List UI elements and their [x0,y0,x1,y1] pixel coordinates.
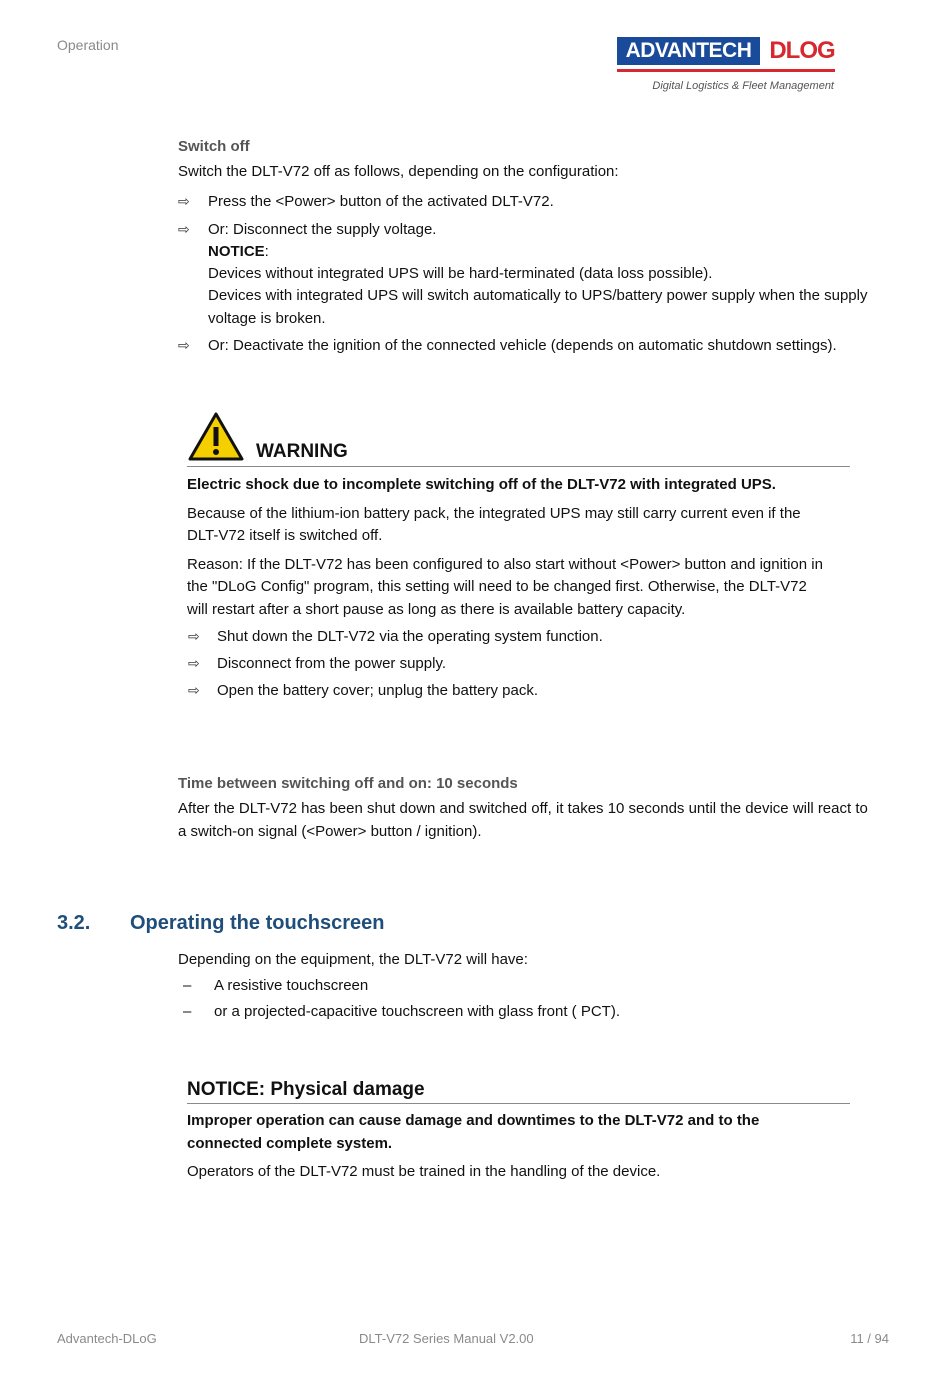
notice-box-body: Operators of the DLT-V72 must be trained in the handling of the device. [187,1163,661,1180]
section-number: 3.2. [57,912,91,934]
arrow-bullet-icon: ⇨ [178,337,190,353]
warning-para1-line1: Because of the lithium-ion battery pack, the integrated UPS may still carry current even if the [187,505,801,522]
warning-subtitle: Electric shock due to incomplete switching off of the DLT-V72 with integrated UPS. [187,476,776,493]
notice-label-line [208,241,269,263]
arrow-bullet-icon: ⇨ [188,655,200,671]
switch-off-heading: Switch off [178,138,250,155]
notice-colon: : [264,243,269,260]
notice-box-subtitle-line1: Improper operation can cause damage and downtimes to the DLT-V72 and to the [187,1112,760,1129]
dash-bullet-icon: – [183,977,192,994]
switch-off-item-2: Or: Disconnect the supply voltage. [208,221,437,238]
section-intro: Depending on the equipment, the DLT-V72 will have: [178,951,528,968]
switch-off-item-1: Press the <Power> button of the activated DLT-V72. [208,193,554,210]
warning-triangle-icon [188,412,244,461]
footer-company: Advantech-DLoG [57,1331,157,1346]
logo-tagline: Digital Logistics & Fleet Management [652,80,834,92]
arrow-bullet-icon: ⇨ [188,628,200,644]
notice-line-1: Devices without integrated UPS will be hard-terminated (data loss possible). [208,265,713,282]
warning-step-1: Shut down the DLT-V72 via the operating system function. [217,628,603,645]
footer-page-number: 11 / 94 [850,1331,889,1346]
logo-advantech: ADVANTECH [617,37,760,65]
warning-para2-line1: Reason: If the DLT-V72 has been configured to also start without <Power> button and ignition in [187,556,823,573]
warning-step-3: Open the battery cover; unplug the battery pack. [217,682,539,699]
touchscreen-option-2: or a projected-capacitive touchscreen with glass front ( PCT). [214,1003,621,1020]
time-between-heading: Time between switching off and on: 10 seconds [178,775,518,792]
notice-box-title: NOTICE: Physical damage [187,1079,425,1100]
logo-dlog: DLOG [769,37,835,64]
warning-divider [187,466,850,467]
section-title: Operating the touchscreen [130,912,385,934]
switch-off-intro: Switch the DLT-V72 off as follows, depending on the configuration: [178,163,619,180]
arrow-bullet-icon: ⇨ [178,193,190,209]
notice-line-2: Devices with integrated UPS will switch automatically to UPS/battery power supply when the supply [208,287,868,304]
notice-box-subtitle-line2: connected complete system. [187,1135,393,1152]
warning-step-2: Disconnect from the power supply. [217,655,446,672]
dash-bullet-icon: – [183,1003,192,1020]
warning-para1-line2: DLT-V72 itself is switched off. [187,527,383,544]
footer-manual-title: DLT-V72 Series Manual V2.00 [359,1331,534,1346]
warning-para2-line3: will restart after a short pause as long as there is available battery capacity. [187,601,686,618]
notice-box-divider [187,1103,850,1104]
warning-title: WARNING [256,441,348,462]
touchscreen-option-1: A resistive touchscreen [214,977,369,994]
logo-underline [617,69,835,72]
arrow-bullet-icon: ⇨ [178,221,190,237]
time-between-line2: a switch-on signal (<Power> button / ignition). [178,823,482,840]
running-header-section: Operation [57,37,119,53]
warning-para2-line2: the "DLoG Config" program, this setting will need to be changed first. Otherwise, the DLT-V72 [187,578,807,595]
notice-label: NOTICE [208,243,265,260]
switch-off-item-3: Or: Deactivate the ignition of the connected vehicle (depends on automatic shutdown settings). [208,337,837,354]
arrow-bullet-icon: ⇨ [188,682,200,698]
advantech-dlog-logo [617,37,835,73]
time-between-line1: After the DLT-V72 has been shut down and switched off, it takes 10 seconds until the device will react to [178,800,868,817]
notice-line-3: voltage is broken. [208,310,326,327]
